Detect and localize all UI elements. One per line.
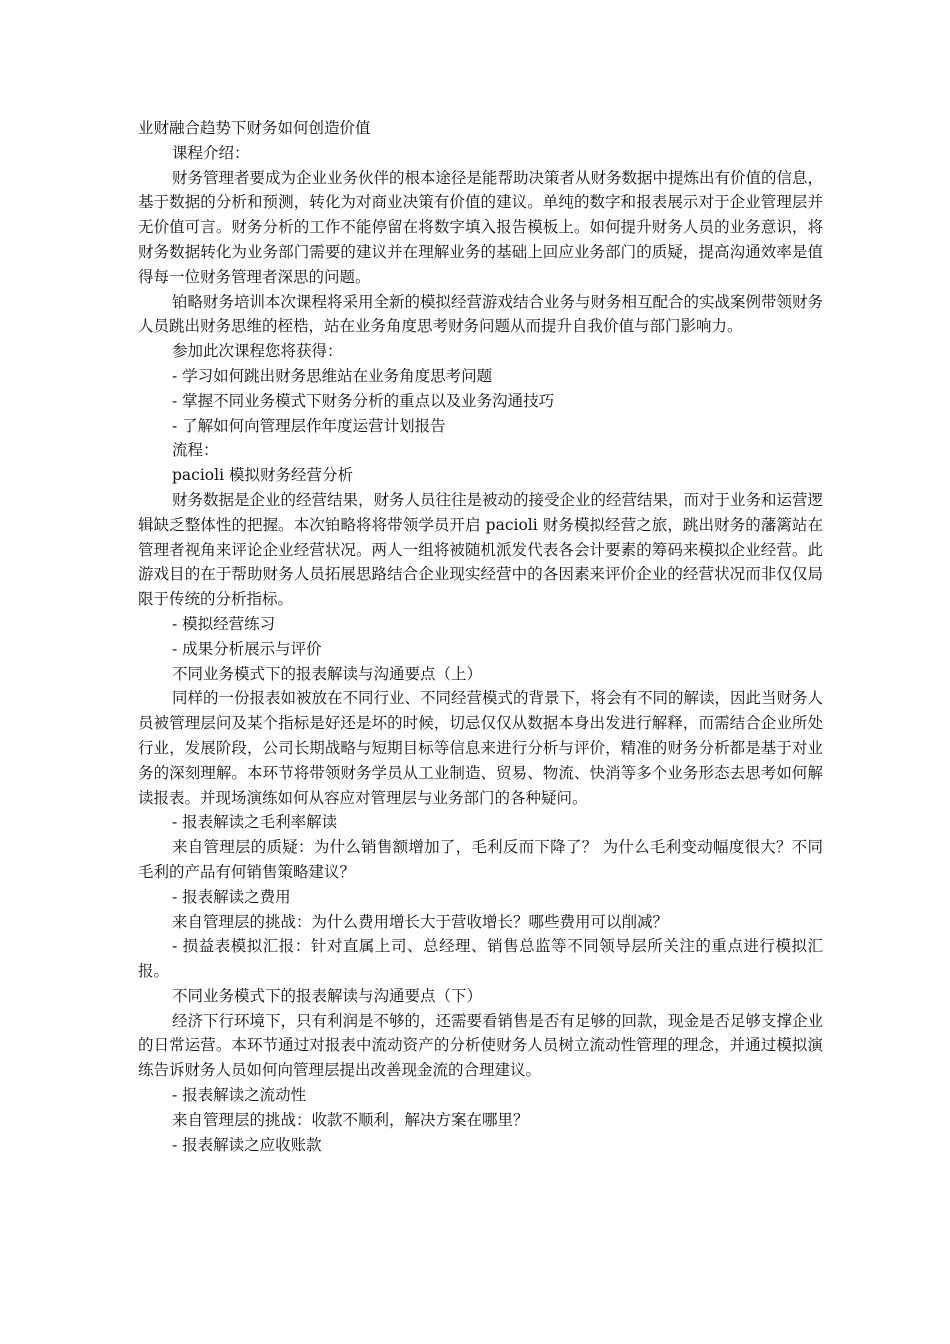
section-heading-benefits: 参加此次课程您将获得： — [172, 342, 343, 361]
list-item-expenses: - 报表解读之费用 — [172, 887, 291, 906]
list-item-benefit-2: - 掌握不同业务模式下财务分析的重点以及业务沟通技巧 — [172, 391, 555, 410]
list-item-benefit-3: - 了解如何向管理层作年度运营计划报告 — [172, 416, 446, 435]
list-item-receivables: - 报表解读之应收账款 — [172, 1135, 322, 1154]
list-item-liquidity: - 报表解读之流动性 — [172, 1086, 307, 1105]
paragraph-intro-2: 铂略财务培训本次课程将采用全新的模拟经营游戏结合业务与财务相互配合的实战案例带领财务人员跳出财务思维的桎梏，站在业务角度思考财务问题从而提升自我价值与部门影响力。 — [138, 292, 824, 336]
subheading-pacioli: pacioli 模拟财务经营分析 — [172, 466, 353, 485]
list-item-pacioli-1: - 模拟经营练习 — [172, 614, 276, 633]
paragraph-report-part-1: 同样的一份报表如被放在不同行业、不同经营模式的背景下，将会有不同的解读，因此当财务人员被管理层问及某个指标是好还是坏的时候，切忌仅仅从数据本身出发进行解释，而需结合企业所处行业，发展阶段，公司长期战略与短期目标等信息来进行分析与评价，精准的财务分析都是基于对业务的深刻理解。本环节将带领财务学员从工业制造、贸易、物流、快消等多个业务形态去思考如何解读报表。并现场演练如何从容应对管理层与业务部门的各种疑问。 — [138, 689, 824, 807]
document-title: 业财融合趋势下财务如何创造价值 — [138, 119, 371, 137]
list-item-income-statement: - 损益表模拟汇报：针对直属上司、总经理、销售总监等不同领导层所关注的重点进行模拟汇报。 — [138, 937, 823, 981]
list-item-gross-margin: - 报表解读之毛利率解读 — [172, 813, 338, 832]
section-heading-process: 流程： — [172, 441, 219, 460]
subheading-report-part-1: 不同业务模式下的报表解读与沟通要点（上） — [172, 664, 483, 683]
paragraph-liquidity-challenge: 来自管理层的挑战：收款不顺利，解决方案在哪里？ — [172, 1110, 529, 1129]
paragraph-gross-margin-question: 来自管理层的质疑：为什么销售额增加了，毛利反而下降了？ 为什么毛利变动幅度很大？不同毛利的产品有何销售策略建议？ — [138, 838, 823, 881]
section-heading-course-intro: 课程介绍： — [172, 143, 250, 162]
paragraph-pacioli: 财务数据是企业的经营结果，财务人员往往是被动的接受企业的经营结果，而对于业务和运营逻辑缺乏整体性的把握。本次铂略将将带领学员开启 pacioli 财务模拟经营之旅，跳出财务的藩篱站在管理者视角来评论企业经营状况。两人一组将被随机派发代表各会计要素的筹码来模拟企业经营。此游戏目的在于帮助财务人员拓展思路结合企业现实经营中的各因素来评价企业的经营状况而非仅仅局限于传统的分析指标。 — [138, 490, 824, 609]
paragraph-report-part-2: 经济下行环境下，只有利润是不够的，还需要看销售是否有足够的回款，现金是否足够支撑企业的日常运营。本环节通过对报表中流动资产的分析使财务人员树立流动性管理的理念，并通过模拟演练告诉财务人员如何向管理层提出改善现金流的合理建议。 — [138, 1011, 824, 1080]
subheading-report-part-2: 不同业务模式下的报表解读与沟通要点（下） — [172, 986, 483, 1005]
paragraph-expenses-challenge: 来自管理层的挑战：为什么费用增长大于营收增长？哪些费用可以削减？ — [172, 912, 669, 931]
list-item-pacioli-2: - 成果分析展示与评价 — [172, 639, 322, 658]
paragraph-intro-1: 财务管理者要成为企业业务伙伴的根本途径是能帮助决策者从财务数据中提炼出有价值的信息，基于数据的分析和预测，转化为对商业决策有价值的建议。单纯的数字和报表展示对于企业管理层并无价值可言。财务分析的工作不能停留在将数字填入报告模板上。如何提升财务人员的业务意识，将财务数据转化为业务部门需要的建议并在理解业务的基础上回应业务部门的质疑，提高沟通效率是值得每一位财务管理者深思的问题。 — [138, 168, 824, 286]
document-page — [138, 116, 823, 1157]
list-item-benefit-1: - 学习如何跳出财务思维站在业务角度思考问题 — [172, 366, 493, 385]
